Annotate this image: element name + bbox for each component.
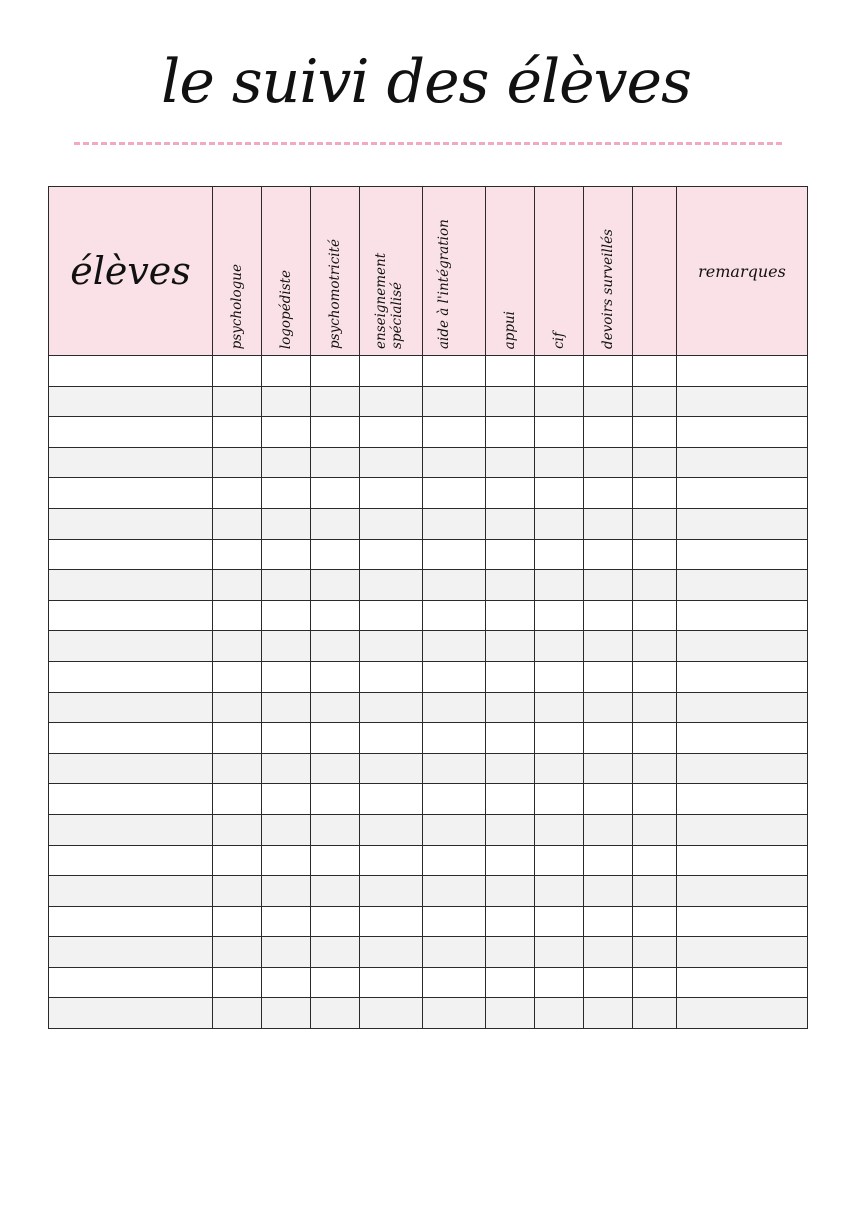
checkbox-cell[interactable] xyxy=(213,906,262,937)
checkbox-cell[interactable] xyxy=(360,967,423,998)
checkbox-cell[interactable] xyxy=(311,600,360,631)
checkbox-cell[interactable] xyxy=(633,570,677,601)
remarks-cell[interactable] xyxy=(677,845,808,876)
remarks-cell[interactable] xyxy=(677,508,808,539)
checkbox-cell[interactable] xyxy=(262,508,311,539)
checkbox-cell[interactable] xyxy=(633,998,677,1029)
checkbox-cell[interactable] xyxy=(486,784,535,815)
checkbox-cell[interactable] xyxy=(360,417,423,448)
checkbox-cell[interactable] xyxy=(486,386,535,417)
checkbox-cell[interactable] xyxy=(423,600,486,631)
checkbox-cell[interactable] xyxy=(423,539,486,570)
checkbox-cell[interactable] xyxy=(262,784,311,815)
checkbox-cell[interactable] xyxy=(423,967,486,998)
checkbox-cell[interactable] xyxy=(423,508,486,539)
checkbox-cell[interactable] xyxy=(584,814,633,845)
table-row xyxy=(49,692,808,723)
student-name-cell[interactable] xyxy=(49,539,213,570)
checkbox-cell[interactable] xyxy=(633,478,677,509)
checkbox-cell[interactable] xyxy=(633,447,677,478)
checkbox-cell[interactable] xyxy=(311,906,360,937)
checkbox-cell[interactable] xyxy=(423,845,486,876)
checkbox-cell[interactable] xyxy=(633,906,677,937)
checkbox-cell[interactable] xyxy=(262,600,311,631)
checkbox-cell[interactable] xyxy=(360,753,423,784)
column-header-logopediste xyxy=(262,187,311,356)
checkbox-cell[interactable] xyxy=(423,356,486,387)
table-row xyxy=(49,753,808,784)
table-row xyxy=(49,478,808,509)
checkbox-cell[interactable] xyxy=(584,508,633,539)
checkbox-cell[interactable] xyxy=(535,753,584,784)
checkbox-cell[interactable] xyxy=(633,723,677,754)
checkbox-cell[interactable] xyxy=(311,570,360,601)
checkbox-cell[interactable] xyxy=(584,845,633,876)
dashed-divider xyxy=(74,142,782,145)
table-row xyxy=(49,508,808,539)
checkbox-cell[interactable] xyxy=(584,784,633,815)
checkbox-cell[interactable] xyxy=(262,876,311,907)
page-title: le suivi des élèves xyxy=(161,47,691,117)
checkbox-cell[interactable] xyxy=(633,386,677,417)
checkbox-cell[interactable] xyxy=(213,356,262,387)
checkbox-cell[interactable] xyxy=(535,692,584,723)
table-row xyxy=(49,447,808,478)
checkbox-cell[interactable] xyxy=(633,937,677,968)
checkbox-cell[interactable] xyxy=(360,356,423,387)
checkbox-cell[interactable] xyxy=(486,967,535,998)
remarks-cell[interactable] xyxy=(677,876,808,907)
table-row xyxy=(49,417,808,448)
remarks-cell[interactable] xyxy=(677,723,808,754)
checkbox-cell[interactable] xyxy=(423,386,486,417)
checkbox-cell[interactable] xyxy=(311,539,360,570)
checkbox-cell[interactable] xyxy=(486,814,535,845)
checkbox-cell[interactable] xyxy=(423,723,486,754)
checkbox-cell[interactable] xyxy=(213,692,262,723)
checkbox-cell[interactable] xyxy=(584,906,633,937)
checkbox-cell[interactable] xyxy=(213,784,262,815)
student-name-cell[interactable] xyxy=(49,356,213,387)
checkbox-cell[interactable] xyxy=(584,692,633,723)
checkbox-cell[interactable] xyxy=(423,876,486,907)
checkbox-cell[interactable] xyxy=(486,692,535,723)
checkbox-cell[interactable] xyxy=(311,937,360,968)
checkbox-cell[interactable] xyxy=(423,906,486,937)
remarks-cell[interactable] xyxy=(677,998,808,1029)
checkbox-cell[interactable] xyxy=(262,570,311,601)
checkbox-cell[interactable] xyxy=(633,508,677,539)
checkbox-cell[interactable] xyxy=(535,631,584,662)
checkbox-cell[interactable] xyxy=(486,906,535,937)
table-row xyxy=(49,937,808,968)
table-row xyxy=(49,845,808,876)
student-name-cell[interactable] xyxy=(49,753,213,784)
checkbox-cell[interactable] xyxy=(262,539,311,570)
checkbox-cell[interactable] xyxy=(360,784,423,815)
remarks-cell[interactable] xyxy=(677,600,808,631)
checkbox-cell[interactable] xyxy=(360,692,423,723)
table-row xyxy=(49,386,808,417)
checkbox-cell[interactable] xyxy=(213,417,262,448)
checkbox-cell[interactable] xyxy=(423,784,486,815)
student-name-cell[interactable] xyxy=(49,937,213,968)
remarks-cell[interactable] xyxy=(677,753,808,784)
checkbox-cell[interactable] xyxy=(535,998,584,1029)
checkbox-cell[interactable] xyxy=(262,631,311,662)
student-name-cell[interactable] xyxy=(49,417,213,448)
column-header-enseignement-specialise xyxy=(360,187,423,356)
checkbox-cell[interactable] xyxy=(360,631,423,662)
checkbox-cell[interactable] xyxy=(633,356,677,387)
student-name-cell[interactable] xyxy=(49,570,213,601)
column-header-cif xyxy=(535,187,584,356)
checkbox-cell[interactable] xyxy=(633,967,677,998)
checkbox-cell[interactable] xyxy=(262,998,311,1029)
checkbox-cell[interactable] xyxy=(584,386,633,417)
column-header-label: enseignement spécialisé xyxy=(373,252,405,349)
checkbox-cell[interactable] xyxy=(213,876,262,907)
student-name-cell[interactable] xyxy=(49,814,213,845)
checkbox-cell[interactable] xyxy=(311,784,360,815)
student-name-cell[interactable] xyxy=(49,661,213,692)
checkbox-cell[interactable] xyxy=(213,998,262,1029)
table-body xyxy=(49,356,808,1029)
checkbox-cell[interactable] xyxy=(535,539,584,570)
checkbox-cell[interactable] xyxy=(311,998,360,1029)
checkbox-cell[interactable] xyxy=(311,814,360,845)
checkbox-cell[interactable] xyxy=(213,937,262,968)
checkbox-cell[interactable] xyxy=(262,386,311,417)
student-name-cell[interactable] xyxy=(49,998,213,1029)
remarks-cell[interactable] xyxy=(677,814,808,845)
checkbox-cell[interactable] xyxy=(262,937,311,968)
student-name-cell[interactable] xyxy=(49,386,213,417)
checkbox-cell[interactable] xyxy=(535,447,584,478)
column-header-label: aide à l'intégration xyxy=(436,219,452,349)
checkbox-cell[interactable] xyxy=(360,600,423,631)
checkbox-cell[interactable] xyxy=(360,508,423,539)
checkbox-cell[interactable] xyxy=(360,478,423,509)
checkbox-cell[interactable] xyxy=(535,356,584,387)
checkbox-cell[interactable] xyxy=(262,447,311,478)
checkbox-cell[interactable] xyxy=(486,845,535,876)
student-name-cell[interactable] xyxy=(49,478,213,509)
checkbox-cell[interactable] xyxy=(486,631,535,662)
remarks-cell[interactable] xyxy=(677,692,808,723)
checkbox-cell[interactable] xyxy=(311,967,360,998)
checkbox-cell[interactable] xyxy=(213,753,262,784)
column-header-label: devoirs surveillés xyxy=(600,229,616,349)
checkbox-cell[interactable] xyxy=(311,417,360,448)
checkbox-cell[interactable] xyxy=(486,876,535,907)
table-row xyxy=(49,570,808,601)
checkbox-cell[interactable] xyxy=(584,539,633,570)
checkbox-cell[interactable] xyxy=(486,539,535,570)
remarks-cell[interactable] xyxy=(677,631,808,662)
checkbox-cell[interactable] xyxy=(311,356,360,387)
checkbox-cell[interactable] xyxy=(486,570,535,601)
checkbox-cell[interactable] xyxy=(262,356,311,387)
checkbox-cell[interactable] xyxy=(311,692,360,723)
checkbox-cell[interactable] xyxy=(311,508,360,539)
checkbox-cell[interactable] xyxy=(360,723,423,754)
checkbox-cell[interactable] xyxy=(486,661,535,692)
checkbox-cell[interactable] xyxy=(584,876,633,907)
table-row xyxy=(49,906,808,937)
checkbox-cell[interactable] xyxy=(584,998,633,1029)
checkbox-cell[interactable] xyxy=(633,876,677,907)
checkbox-cell[interactable] xyxy=(360,845,423,876)
checkbox-cell[interactable] xyxy=(535,508,584,539)
checkbox-cell[interactable] xyxy=(584,631,633,662)
checkbox-cell[interactable] xyxy=(486,723,535,754)
checkbox-cell[interactable] xyxy=(486,478,535,509)
column-header-blank xyxy=(633,187,677,356)
checkbox-cell[interactable] xyxy=(423,753,486,784)
checkbox-cell[interactable] xyxy=(584,600,633,631)
checkbox-cell[interactable] xyxy=(213,508,262,539)
checkbox-cell[interactable] xyxy=(360,876,423,907)
checkbox-cell[interactable] xyxy=(360,906,423,937)
checkbox-cell[interactable] xyxy=(311,386,360,417)
checkbox-cell[interactable] xyxy=(423,570,486,601)
checkbox-cell[interactable] xyxy=(584,937,633,968)
checkbox-cell[interactable] xyxy=(535,876,584,907)
remarks-cell[interactable] xyxy=(677,539,808,570)
student-tracking-table xyxy=(48,186,808,1029)
checkbox-cell[interactable] xyxy=(486,937,535,968)
remarks-cell[interactable] xyxy=(677,784,808,815)
checkbox-cell[interactable] xyxy=(633,417,677,448)
students-column-header: élèves xyxy=(49,187,213,356)
column-header-label: appui xyxy=(502,310,518,349)
checkbox-cell[interactable] xyxy=(262,417,311,448)
checkbox-cell[interactable] xyxy=(262,661,311,692)
checkbox-cell[interactable] xyxy=(584,356,633,387)
column-header-psychologue xyxy=(213,187,262,356)
checkbox-cell[interactable] xyxy=(584,417,633,448)
table-header-row xyxy=(49,187,808,356)
table-row xyxy=(49,998,808,1029)
checkbox-cell[interactable] xyxy=(360,937,423,968)
checkbox-cell[interactable] xyxy=(535,906,584,937)
checkbox-cell[interactable] xyxy=(584,753,633,784)
table-row xyxy=(49,631,808,662)
checkbox-cell[interactable] xyxy=(535,386,584,417)
checkbox-cell[interactable] xyxy=(213,967,262,998)
student-name-cell[interactable] xyxy=(49,967,213,998)
checkbox-cell[interactable] xyxy=(584,723,633,754)
checkbox-cell[interactable] xyxy=(213,386,262,417)
checkbox-cell[interactable] xyxy=(262,845,311,876)
checkbox-cell[interactable] xyxy=(584,661,633,692)
checkbox-cell[interactable] xyxy=(311,447,360,478)
table-row xyxy=(49,967,808,998)
remarks-cell[interactable] xyxy=(677,661,808,692)
checkbox-cell[interactable] xyxy=(633,539,677,570)
column-header-aide-integration xyxy=(423,187,486,356)
remarks-cell[interactable] xyxy=(677,906,808,937)
checkbox-cell[interactable] xyxy=(535,937,584,968)
column-header-label: cif xyxy=(551,332,567,349)
checkbox-cell[interactable] xyxy=(535,784,584,815)
column-header-label: logopédiste xyxy=(278,269,294,349)
checkbox-cell[interactable] xyxy=(535,967,584,998)
checkbox-cell[interactable] xyxy=(486,447,535,478)
checkbox-cell[interactable] xyxy=(311,478,360,509)
checkbox-cell[interactable] xyxy=(633,845,677,876)
checkbox-cell[interactable] xyxy=(633,753,677,784)
checkbox-cell[interactable] xyxy=(584,967,633,998)
checkbox-cell[interactable] xyxy=(486,753,535,784)
student-name-cell[interactable] xyxy=(49,447,213,478)
checkbox-cell[interactable] xyxy=(423,692,486,723)
checkbox-cell[interactable] xyxy=(360,386,423,417)
checkbox-cell[interactable] xyxy=(311,845,360,876)
checkbox-cell[interactable] xyxy=(213,631,262,662)
checkbox-cell[interactable] xyxy=(213,539,262,570)
checkbox-cell[interactable] xyxy=(311,661,360,692)
checkbox-cell[interactable] xyxy=(213,661,262,692)
student-name-cell[interactable] xyxy=(49,784,213,815)
checkbox-cell[interactable] xyxy=(213,723,262,754)
checkbox-cell[interactable] xyxy=(213,600,262,631)
checkbox-cell[interactable] xyxy=(423,937,486,968)
table-row xyxy=(49,356,808,387)
checkbox-cell[interactable] xyxy=(262,906,311,937)
checkbox-cell[interactable] xyxy=(584,570,633,601)
checkbox-cell[interactable] xyxy=(423,417,486,448)
student-name-cell[interactable] xyxy=(49,600,213,631)
checkbox-cell[interactable] xyxy=(423,814,486,845)
table-row xyxy=(49,814,808,845)
student-name-cell[interactable] xyxy=(49,723,213,754)
checkbox-cell[interactable] xyxy=(486,998,535,1029)
student-name-cell[interactable] xyxy=(49,876,213,907)
student-name-cell[interactable] xyxy=(49,845,213,876)
remarks-cell[interactable] xyxy=(677,967,808,998)
checkbox-cell[interactable] xyxy=(262,723,311,754)
table-row xyxy=(49,723,808,754)
checkbox-cell[interactable] xyxy=(535,478,584,509)
student-name-cell[interactable] xyxy=(49,631,213,662)
checkbox-cell[interactable] xyxy=(213,570,262,601)
student-name-cell[interactable] xyxy=(49,508,213,539)
remarks-cell[interactable] xyxy=(677,417,808,448)
checkbox-cell[interactable] xyxy=(584,478,633,509)
checkbox-cell[interactable] xyxy=(423,661,486,692)
checkbox-cell[interactable] xyxy=(213,478,262,509)
column-header-label: psychomotricité xyxy=(327,239,343,349)
checkbox-cell[interactable] xyxy=(633,814,677,845)
remarks-cell[interactable] xyxy=(677,937,808,968)
checkbox-cell[interactable] xyxy=(535,570,584,601)
checkbox-cell[interactable] xyxy=(486,356,535,387)
student-name-cell[interactable] xyxy=(49,906,213,937)
checkbox-cell[interactable] xyxy=(360,661,423,692)
student-name-cell[interactable] xyxy=(49,692,213,723)
checkbox-cell[interactable] xyxy=(584,447,633,478)
checkbox-cell[interactable] xyxy=(633,600,677,631)
checkbox-cell[interactable] xyxy=(311,876,360,907)
checkbox-cell[interactable] xyxy=(633,631,677,662)
checkbox-cell[interactable] xyxy=(423,998,486,1029)
remarks-cell[interactable] xyxy=(677,478,808,509)
checkbox-cell[interactable] xyxy=(262,814,311,845)
checkbox-cell[interactable] xyxy=(262,478,311,509)
table-row xyxy=(49,876,808,907)
checkbox-cell[interactable] xyxy=(213,814,262,845)
checkbox-cell[interactable] xyxy=(535,661,584,692)
table-row xyxy=(49,539,808,570)
checkbox-cell[interactable] xyxy=(535,723,584,754)
column-header-devoirs-surveilles xyxy=(584,187,633,356)
checkbox-cell[interactable] xyxy=(535,417,584,448)
checkbox-cell[interactable] xyxy=(535,600,584,631)
checkbox-cell[interactable] xyxy=(633,661,677,692)
checkbox-cell[interactable] xyxy=(633,784,677,815)
checkbox-cell[interactable] xyxy=(262,967,311,998)
checkbox-cell[interactable] xyxy=(423,478,486,509)
remarks-cell[interactable] xyxy=(677,447,808,478)
checkbox-cell[interactable] xyxy=(486,417,535,448)
column-header-label: psychologue xyxy=(229,263,245,349)
column-header-psychomotricite xyxy=(311,187,360,356)
checkbox-cell[interactable] xyxy=(213,845,262,876)
remarks-cell[interactable] xyxy=(677,356,808,387)
checkbox-cell[interactable] xyxy=(535,845,584,876)
checkbox-cell[interactable] xyxy=(535,814,584,845)
checkbox-cell[interactable] xyxy=(360,570,423,601)
remarks-cell[interactable] xyxy=(677,386,808,417)
table-row xyxy=(49,661,808,692)
checkbox-cell[interactable] xyxy=(486,508,535,539)
checkbox-cell[interactable] xyxy=(311,753,360,784)
checkbox-cell[interactable] xyxy=(360,539,423,570)
checkbox-cell[interactable] xyxy=(360,814,423,845)
checkbox-cell[interactable] xyxy=(311,723,360,754)
checkbox-cell[interactable] xyxy=(423,631,486,662)
checkbox-cell[interactable] xyxy=(213,447,262,478)
column-header-appui xyxy=(486,187,535,356)
checkbox-cell[interactable] xyxy=(262,753,311,784)
table-row xyxy=(49,600,808,631)
table-row xyxy=(49,784,808,815)
checkbox-cell[interactable] xyxy=(423,447,486,478)
checkbox-cell[interactable] xyxy=(262,692,311,723)
checkbox-cell[interactable] xyxy=(486,600,535,631)
checkbox-cell[interactable] xyxy=(360,998,423,1029)
checkbox-cell[interactable] xyxy=(360,447,423,478)
checkbox-cell[interactable] xyxy=(311,631,360,662)
remarks-cell[interactable] xyxy=(677,570,808,601)
remarks-column-header: remarques xyxy=(677,187,808,356)
checkbox-cell[interactable] xyxy=(633,692,677,723)
